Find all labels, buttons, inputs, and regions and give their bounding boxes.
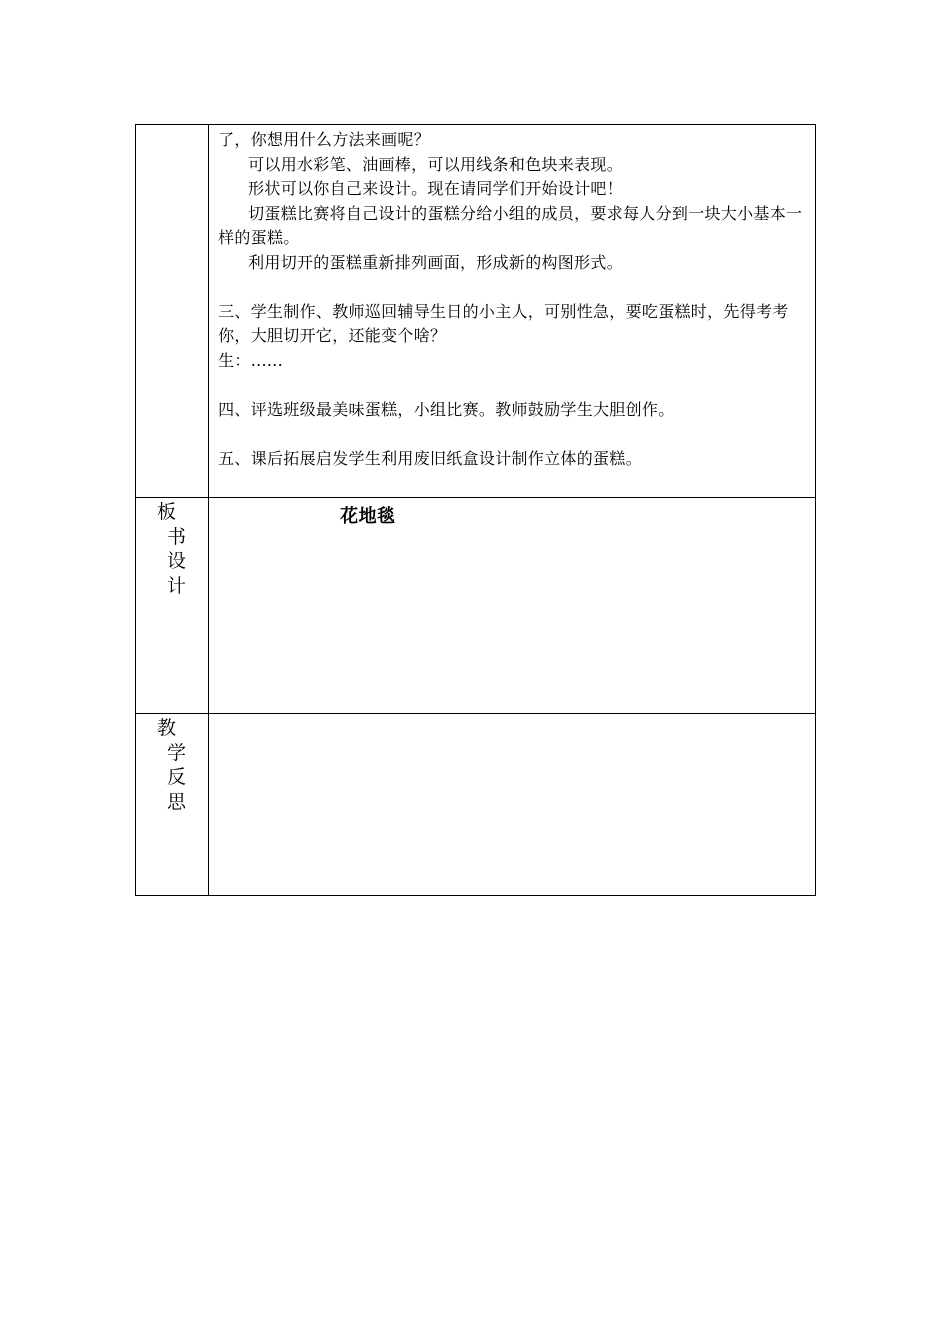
board-design-label-char: 设 (167, 550, 187, 572)
lesson-paragraph: 可以用水彩笔、油画棒，可以用线条和色块来表现。 (248, 154, 623, 174)
lesson-blank-line (218, 422, 809, 447)
teaching-reflection-label-char: 反 (167, 766, 187, 788)
lesson-blank-line (218, 275, 809, 300)
teaching-reflection-content (209, 714, 816, 896)
lesson-paragraph: 利用切开的蛋糕重新排列画面，形成新的构图形式。 (248, 252, 623, 272)
lesson-process-label-cell (136, 125, 209, 498)
lesson-blank-line (218, 373, 809, 398)
lesson-student-response: 生：...... (218, 350, 284, 370)
lesson-plan-table (135, 124, 816, 896)
lesson-step-three: 三、学生制作、教师巡回辅导生日的小主人，可别性急，要吃蛋糕时，先得考考你，大胆切开它，还能变个啥？ (218, 301, 789, 345)
board-design-label-char: 计 (167, 574, 187, 597)
lesson-process-content (209, 125, 816, 498)
lesson-paragraph: 形状可以你自己来设计。现在请同学们开始设计吧！ (248, 179, 623, 198)
board-design-label-char: 板 (157, 501, 177, 523)
lesson-paragraph: 了，你想用什么方法来画呢？ (218, 130, 430, 149)
board-design-row (136, 498, 816, 714)
board-design-content (209, 498, 816, 714)
board-design-label (136, 498, 209, 714)
board-design-title: 花地毯 (340, 506, 396, 527)
lesson-step-five: 五、课后拓展启发学生利用废旧纸盒设计制作立体的蛋糕。 (218, 448, 642, 468)
lesson-paragraph: 切蛋糕比赛将自己设计的蛋糕分给小组的成员，要求每人分到一块大小基本一样的蛋糕。 (218, 203, 803, 247)
lesson-step-four: 四、评选班级最美味蛋糕，小组比赛。教师鼓励学生大胆创作。 (218, 399, 675, 419)
teaching-reflection-label-char: 教 (157, 717, 177, 739)
teaching-reflection-label (136, 714, 209, 896)
teaching-reflection-label-char: 学 (167, 741, 187, 764)
lesson-process-row (136, 125, 816, 498)
teaching-reflection-label-char: 思 (167, 790, 187, 813)
teaching-reflection-row (136, 714, 816, 896)
board-design-label-char: 书 (167, 525, 187, 548)
